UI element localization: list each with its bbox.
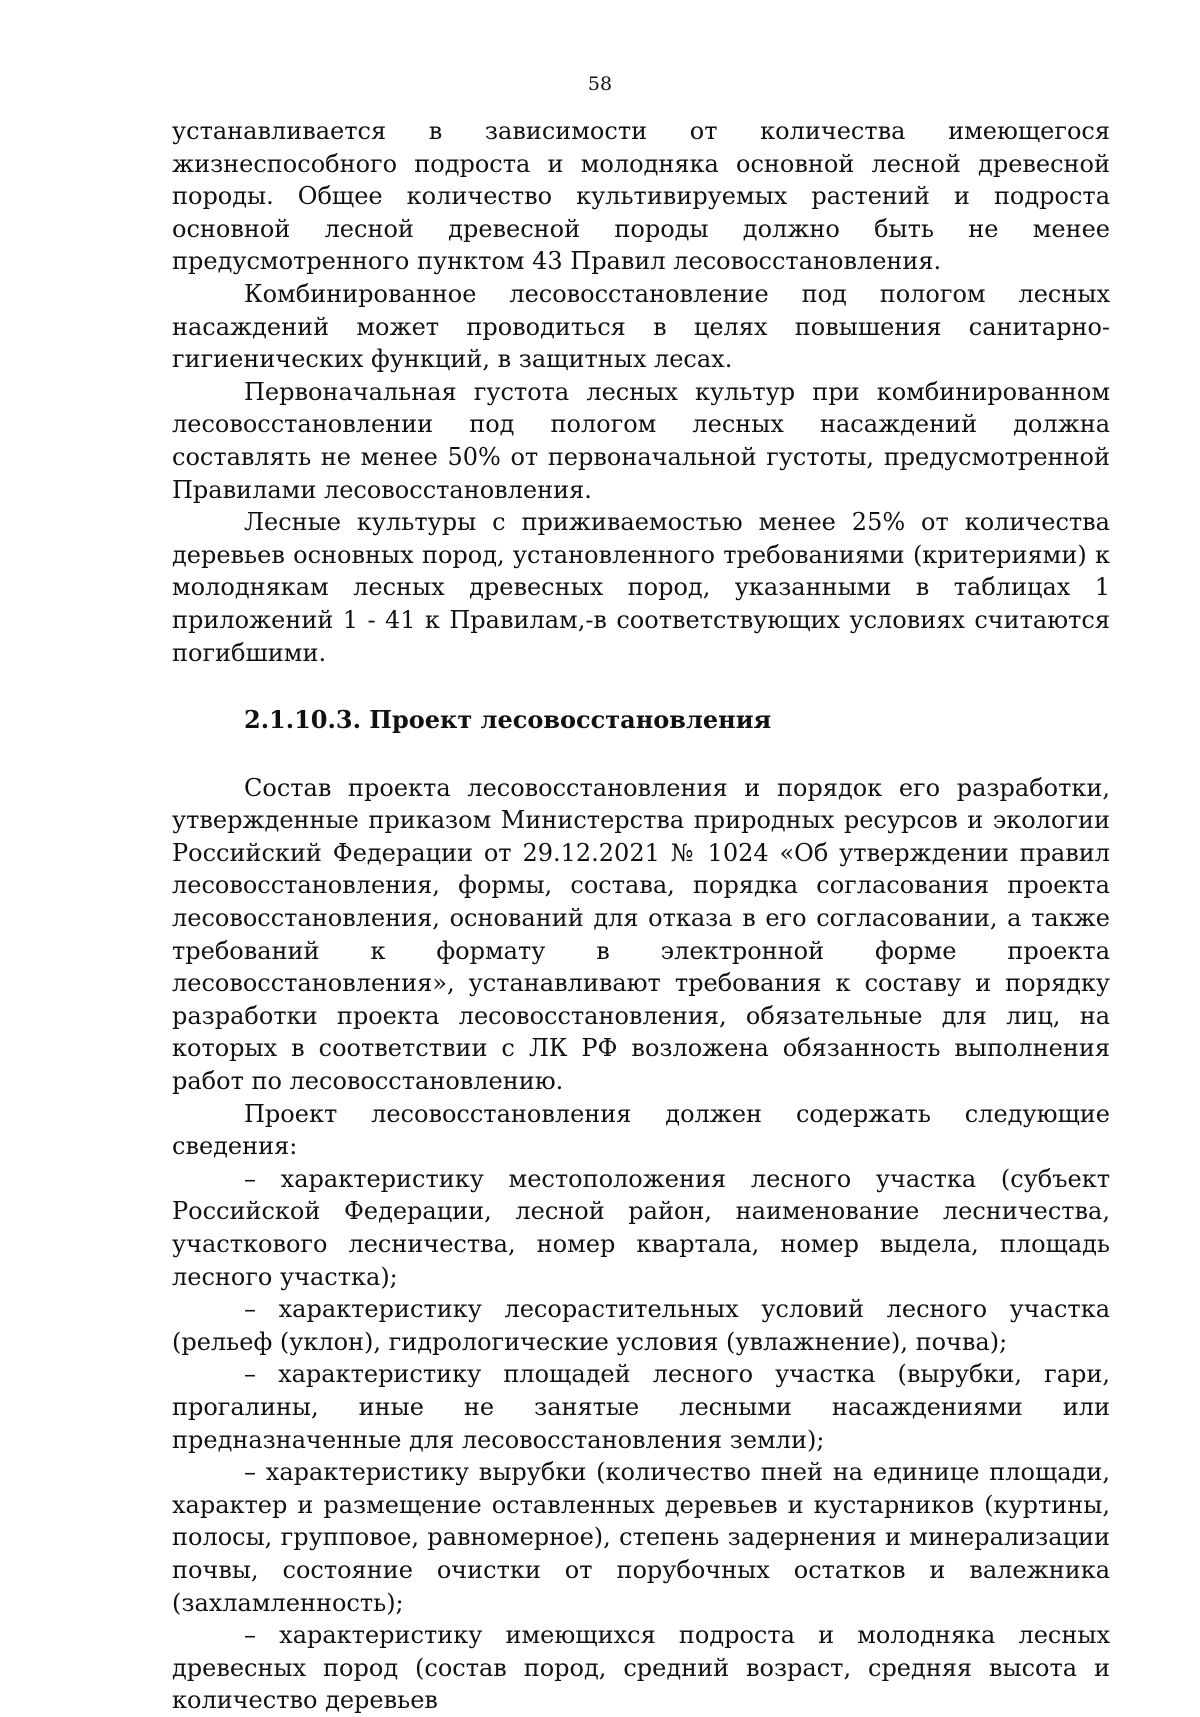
paragraph-survival-rate: Лесные культуры с приживаемостью менее 25% от количества деревьев основных пород, установленного требованиями (критериями) к молоднякам лесных древесных пород, указанными в таблицах 1 приложений 1 - 41 к Правилам,-в соответствующих условиях считаются погибшими. <box>172 508 1110 667</box>
list-item-clearcut: – характеристику вырубки (количество пней на единице площади, характер и размещение оставленных деревьев и кустарников (куртины, полосы, групповое, равномерное), степень задернения и минерализации почвы, состояние очистки от порубочных остатков и валежника (захламленность); <box>172 1458 1110 1617</box>
list-item-undergrowth: – характеристику имеющихся подроста и молодняка лесных древесных пород (состав пород, средний возраст, средняя высота и количество деревьев <box>172 1621 1110 1715</box>
spacer <box>172 737 1110 772</box>
page-number: 58 <box>587 73 613 95</box>
paragraph-combined-reforestation: Комбинированное лесовосстановление под пологом лесных насаждений может проводиться в целях повышения санитарно-гигиенических функций, в защитных лесах. <box>172 279 1110 374</box>
page-content <box>172 115 1110 1717</box>
list-item-growing-conditions: – характеристику лесорастительных условий лесного участка (рельеф (уклон), гидрологические условия (увлажнение), почва); <box>172 1295 1110 1356</box>
paragraph-initial-density: Первоначальная густота лесных культур при комбинированном лесовосстановлении под пологом лесных насаждений должна составлять не менее 50% от первоначальной густоты, предусмотренной Правилами лесовосстановления. <box>172 377 1110 504</box>
paragraph-continuation: устанавливается в зависимости от количества имеющегося жизнеспособного подроста и молодняка основной лесной древесной породы. Общее количество культивируемых растений и подроста основной лесной древесной породы должно быть не менее предусмотренного пунктом 43 Правил лесовосстановления. <box>172 117 1110 276</box>
list-item-location: – характеристику местоположения лесного участка (субъект Российской Федерации, лесной район, наименование лесничества, участкового лесничества, номер квартала, номер выдела, площадь лесного участка); <box>172 1164 1110 1291</box>
paragraph-project-contents-intro: Проект лесовосстановления должен содержать следующие сведения: <box>172 1099 1110 1161</box>
list-item-areas: – характеристику площадей лесного участка (вырубки, гари, прогалины, иные не занятые лесными насаждениями или предназначенные для лесовосстановления земли); <box>172 1360 1110 1454</box>
section-heading: 2.1.10.3. Проект лесовосстановления <box>244 705 772 735</box>
spacer <box>172 669 1110 704</box>
paragraph-project-composition: Состав проекта лесовосстановления и порядок его разработки, утвержденные приказом Министерства природных ресурсов и экологии Российский Федерации от 29.12.2021 № 1024 «Об утверждении правил лесовосстановления, формы, состава, порядка согласования проекта лесовосстановления, оснований для отказа в его согласовании, а также требований к формату в электронной форме проекта лесовосстановления», устанавливают требования к составу и порядку разработки проекта лесовосстановления, обязательные для лиц, на которых в соответствии с ЛК РФ возложена обязанность выполнения работ по лесовосстановлению. <box>172 773 1110 1096</box>
